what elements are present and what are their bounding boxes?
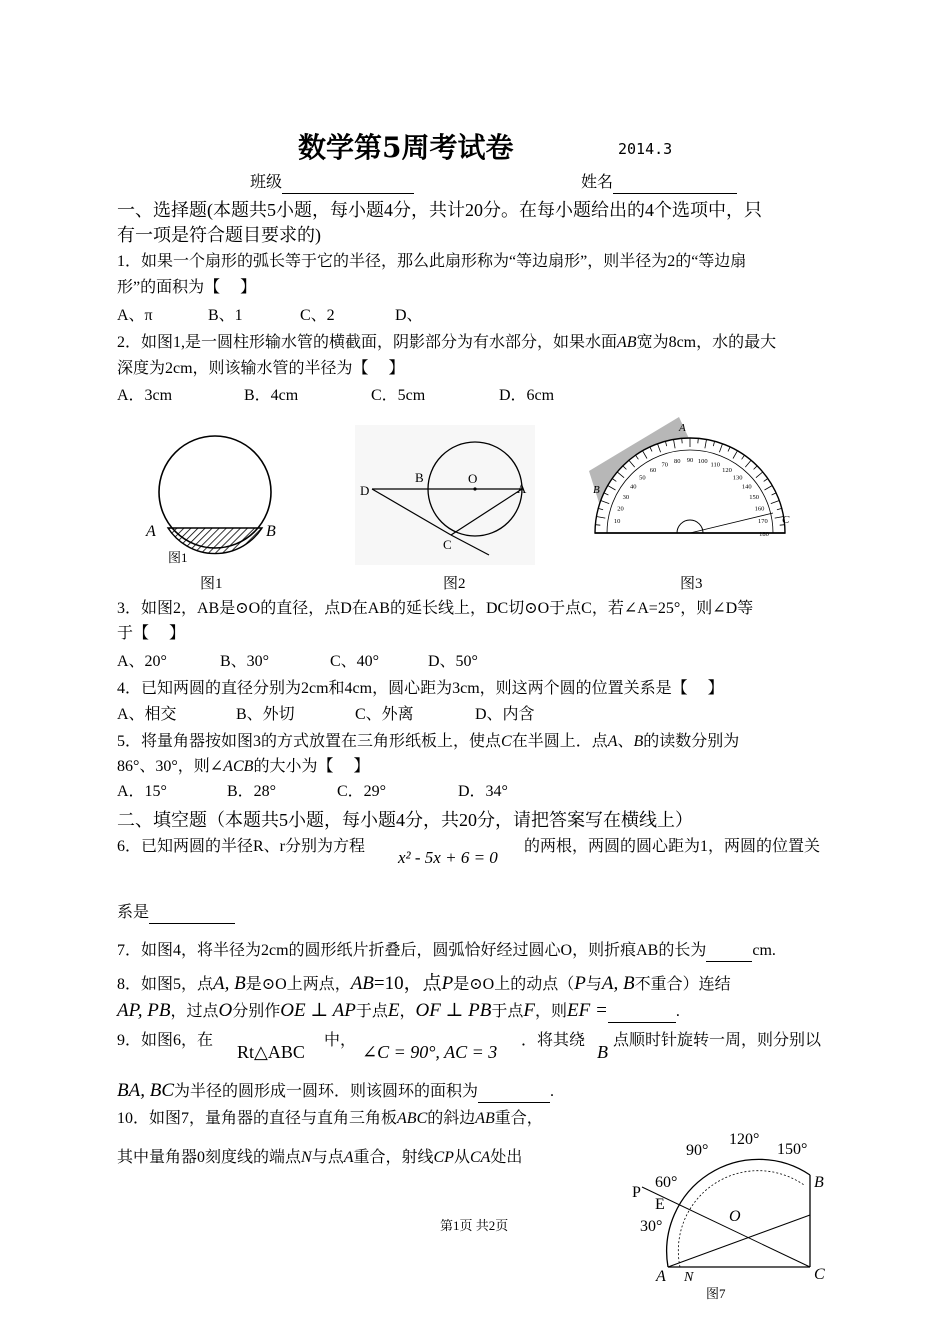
q5-text-f: 的大小为【 】: [253, 758, 370, 775]
q9-rt-abc: Rt△ABC: [237, 1042, 305, 1062]
q8-text-j: ，: [399, 1003, 416, 1020]
fig3-label-a: A: [679, 422, 686, 434]
q6-line1-text-b: 的两根，两圆的圆心距为1，两圆的位置关: [524, 838, 821, 855]
q9-line2: [117, 1080, 554, 1103]
q3-option-c: C、40°: [330, 653, 380, 670]
q4-option-b: B、外切: [236, 706, 295, 723]
q8-text-d: 是⊙O上的动点（: [453, 976, 575, 993]
fig3-tick-label-10: 10: [613, 518, 621, 526]
q2-option-c: C．5cm: [371, 387, 426, 404]
exam-date: 2014.3: [618, 140, 673, 158]
fig3-tick-label-180: 180: [759, 531, 769, 538]
q1-option-c: C、2: [300, 307, 335, 324]
fig3-tick-95: [698, 438, 699, 443]
q5-var-c: C: [501, 733, 512, 750]
name-field: [581, 172, 737, 194]
q5-text-c: 、: [617, 733, 634, 750]
q2-option-d: D．6cm: [499, 387, 555, 404]
q8-var-ef: EF =: [567, 1000, 608, 1021]
q9-text-b: 中，: [324, 1032, 357, 1049]
name-label: 姓名: [581, 174, 614, 191]
q8-text-b: 是⊙O上两点，: [245, 976, 351, 993]
fig2-center-dot: [473, 487, 476, 490]
q9-var-ba-bc: BA, BC: [117, 1080, 174, 1101]
q2-option-b: B．4cm: [244, 387, 299, 404]
q8-text-e: 与: [585, 976, 602, 993]
q10-var-n: N: [301, 1149, 312, 1166]
section2-heading: 二、填空题（本题共5小题，每小题4分，共20分，请把答案写在横线上）: [117, 810, 693, 830]
fig7-label-b: B: [814, 1174, 824, 1191]
q2-text-a: 2．如图1,是一圆柱形输水管的横截面，阴影部分为有水部分，如果水面: [117, 334, 618, 351]
fig3-tick-label-100: 100: [697, 458, 708, 466]
q10-text-c: 重合，: [494, 1110, 543, 1127]
fig1-inner-caption: 图1: [168, 550, 188, 565]
fig3-tick-label-170: 170: [758, 518, 768, 526]
q3-line2: 于【 】: [117, 625, 186, 642]
caption-fig1: 图1: [200, 576, 223, 592]
q8-text-l: ，则: [535, 1003, 568, 1020]
fig7-label-o: O: [729, 1208, 741, 1225]
q5-text-b: 在半圆上．点: [511, 733, 608, 750]
figure-7: [628, 1125, 840, 1317]
q8-var-ab-1: A, B: [213, 973, 246, 994]
caption-fig3: 图3: [680, 576, 703, 592]
q5-line2: [117, 756, 369, 778]
fig7-deg-90: 90°: [686, 1142, 709, 1159]
fig3-tick-label-140: 140: [741, 483, 752, 491]
fig3-tick-label-70: 70: [661, 461, 668, 469]
q8-text-k: 于点: [491, 1003, 524, 1020]
q3-option-b: B、30°: [220, 653, 270, 670]
fig7-label-n: N: [684, 1270, 694, 1285]
class-label: 班级: [250, 174, 283, 191]
q4-option-c: C、外离: [355, 706, 414, 723]
q7-answer-blank[interactable]: [706, 945, 752, 962]
q10-var-ab: AB: [475, 1110, 495, 1127]
fig3-tick-label-50: 50: [639, 474, 646, 482]
q9-var-b: B: [597, 1042, 608, 1062]
section1-heading-line1: 一、选择题(本题共5小题，每小题4分，共计20分。在每小题给出的4个选项中，只: [117, 200, 762, 220]
q5-text-a: 5．将量角器按如图3的方式放置在三角形纸板上，使点: [117, 733, 502, 750]
fig3-tick-label-90: 90: [686, 457, 694, 464]
fig7-deg-60: 60°: [655, 1174, 678, 1191]
q5-text-e: 86°、30°，则∠: [117, 758, 224, 775]
q2-var-ab: AB: [617, 334, 637, 351]
fig3-tick-label-30: 30: [622, 494, 630, 501]
q6-line1-text-a: 6．已知两圆的半径R、r分别为方程: [117, 838, 366, 855]
fig7-deg-150: 150°: [777, 1141, 808, 1158]
q8-text-m: .: [675, 1003, 680, 1020]
fig3-tick-label-150: 150: [749, 494, 759, 501]
q10-var-ca: CA: [469, 1149, 491, 1166]
q8-var-ab-3: A, B: [601, 973, 635, 994]
q10-text-h: 处出: [490, 1149, 523, 1166]
q9-text-c: ．将其绕: [521, 1032, 586, 1049]
q1-option-b: B、1: [208, 307, 243, 324]
q1-line2: 形”的面积为【 】: [117, 279, 257, 296]
q9-text-f: .: [550, 1083, 555, 1100]
fig7-label-e: E: [655, 1196, 665, 1213]
q4-option-a: A、相交: [117, 706, 177, 723]
q10-text-a: 10．如图7，量角器的直径与直角三角板: [117, 1110, 398, 1127]
q5-option-c: C．29°: [337, 783, 387, 800]
fig3-tick-label-20: 20: [617, 505, 624, 513]
fig2-label-c: C: [443, 537, 452, 552]
q2-text-b: 宽为8cm，水的最大: [636, 334, 777, 351]
q10-var-cp: CP: [433, 1149, 454, 1166]
q3-line1: 3．如图2，AB是⊙O的直径，点D在AB的延长线上，DC切⊙O于点C，若∠A=25°，则∠D等: [117, 600, 754, 617]
q9-text-d: 点顺时针旋转一周，则分别以: [613, 1032, 822, 1049]
fig3-tick-label-110: 110: [710, 461, 721, 469]
fig7-label-c: C: [814, 1266, 825, 1283]
q8-var-ap-pb: AP, PB: [117, 1000, 171, 1021]
fig3-label-b: B: [593, 484, 600, 496]
figure-3: [585, 413, 795, 541]
q9-condition: ∠C = 90°, AC = 3: [362, 1042, 498, 1062]
q5-option-a: A．15°: [117, 783, 167, 800]
q10-text-b: 的斜边: [427, 1110, 476, 1127]
q8-var-e: E: [387, 1000, 400, 1021]
q8-var-of-pb: OF ⊥ PB: [415, 1000, 492, 1021]
fig2-label-a: A: [517, 481, 527, 496]
fig3-tick-label-130: 130: [732, 474, 743, 482]
q5-option-b: B．28°: [227, 783, 277, 800]
q8-text-a: 8．如图5，点: [117, 976, 214, 993]
fig7-label-p: P: [632, 1184, 641, 1201]
q10-text-g: 从: [453, 1149, 470, 1166]
class-blank[interactable]: [282, 177, 414, 194]
q8-text-f: 不重合）连结: [634, 976, 731, 993]
figure-1: [140, 430, 290, 570]
q10-text-f: 重合，射线: [353, 1149, 434, 1166]
q2-option-a: A．3cm: [117, 387, 173, 404]
q6-answer-blank[interactable]: [149, 907, 235, 924]
fig1-label-b: B: [266, 523, 276, 540]
q9-text-e: 为半径的圆形成一圆环．则该圆环的面积为: [174, 1083, 479, 1100]
section1-heading-line2: 有一项是符合题目要求的): [117, 225, 321, 245]
q10-var-abc: ABC: [397, 1110, 428, 1127]
q5-var-b: B: [633, 733, 644, 750]
fig7-tick-band: [678, 1171, 804, 1267]
q7-text-a: 7．如图4，将半径为2cm的圆形纸片折叠后，圆弧恰好经过圆心O，则折痕AB的长为: [117, 942, 707, 959]
q5-var-acb: ACB: [223, 758, 254, 775]
q7-text-b: cm.: [752, 942, 776, 959]
fig7-caption: 图7: [706, 1286, 726, 1301]
class-field: [250, 172, 414, 194]
fig3-tick-label-160: 160: [754, 505, 765, 513]
fig3-tick-label-60: 60: [649, 466, 657, 474]
fig7-deg-30: 30°: [640, 1218, 663, 1235]
fig2-label-d: D: [360, 483, 370, 498]
fig2-label-b: B: [415, 470, 424, 485]
q7-line1: [117, 940, 776, 962]
q6-text-c: 系是: [117, 904, 150, 921]
q8-var-oe-ap: OE ⊥ AP: [280, 1000, 356, 1021]
q6-equation: x² - 5x + 6 = 0: [398, 848, 498, 867]
q3-option-a: A、20°: [117, 653, 167, 670]
q1-option-a: A、π: [117, 307, 153, 324]
fig3-tick-label-80: 80: [673, 458, 681, 466]
q2-line1: [117, 332, 776, 354]
q8-text-h: 分别作: [232, 1003, 281, 1020]
q9-text-a: 9．如图6，在: [117, 1032, 214, 1049]
fig1-label-a: A: [146, 523, 156, 540]
q10-line1: [117, 1108, 543, 1130]
q9-answer-blank[interactable]: [478, 1086, 550, 1103]
fig7-deg-120: 120°: [729, 1131, 760, 1148]
fig3-label-c: C: [782, 514, 790, 526]
fig3-tick-label-40: 40: [630, 483, 637, 491]
q8-var-p-2: P: [574, 973, 586, 994]
q8-var-o: O: [218, 1000, 233, 1021]
fig2-label-o: O: [468, 471, 478, 486]
name-blank[interactable]: [613, 177, 737, 194]
q8-var-f: F: [523, 1000, 536, 1021]
q2-line2: 深度为2cm，则该输水管的半径为【 】: [117, 360, 405, 377]
q5-text-d: 的读数分别为: [643, 733, 740, 750]
q8-answer-blank[interactable]: [608, 1006, 676, 1023]
q3-option-d: D、50°: [428, 653, 478, 670]
fig7-label-a: A: [656, 1268, 666, 1285]
figure-2: [355, 425, 535, 565]
q8-line2: [117, 1000, 680, 1023]
q10-text-e: 与点: [311, 1149, 344, 1166]
fig3-tick-label-120: 120: [722, 466, 732, 474]
q8-line1: [117, 973, 731, 996]
q4-line1: 4．已知两圆的直径分别为2cm和4cm，圆心距为3cm，则这两个圆的位置关系是【 】: [117, 680, 724, 697]
q4-option-d: D、内含: [475, 706, 535, 723]
q8-var-ab-2: AB: [350, 973, 374, 994]
page-footer: 第1页 共2页: [440, 1218, 509, 1233]
q8-text-c: =10，点: [373, 973, 442, 994]
fig3-tick-5: [595, 525, 600, 526]
q8-text-g: ，过点: [170, 1003, 219, 1020]
q5-var-a: A: [607, 733, 618, 750]
q10-var-a: A: [343, 1149, 354, 1166]
q1-option-d: D、: [395, 307, 423, 324]
fig3-tick-85: [682, 438, 683, 443]
q6-line2: [117, 902, 235, 924]
q8-var-p-1: P: [441, 973, 454, 994]
q10-line2: [117, 1147, 522, 1169]
q8-text-i: 于点: [355, 1003, 388, 1020]
q1-line1: 1．如果一个扇形的弧长等于它的半径，那么此扇形称为“等边扇形”，则半径为2的“等边扇: [117, 253, 747, 270]
page-title: 数学第5周考试卷: [298, 131, 514, 164]
q5-line1: [117, 731, 739, 753]
q10-text-d: 其中量角器0刻度线的端点: [117, 1149, 302, 1166]
q5-option-d: D．34°: [458, 783, 508, 800]
caption-fig2: 图2: [443, 576, 466, 592]
